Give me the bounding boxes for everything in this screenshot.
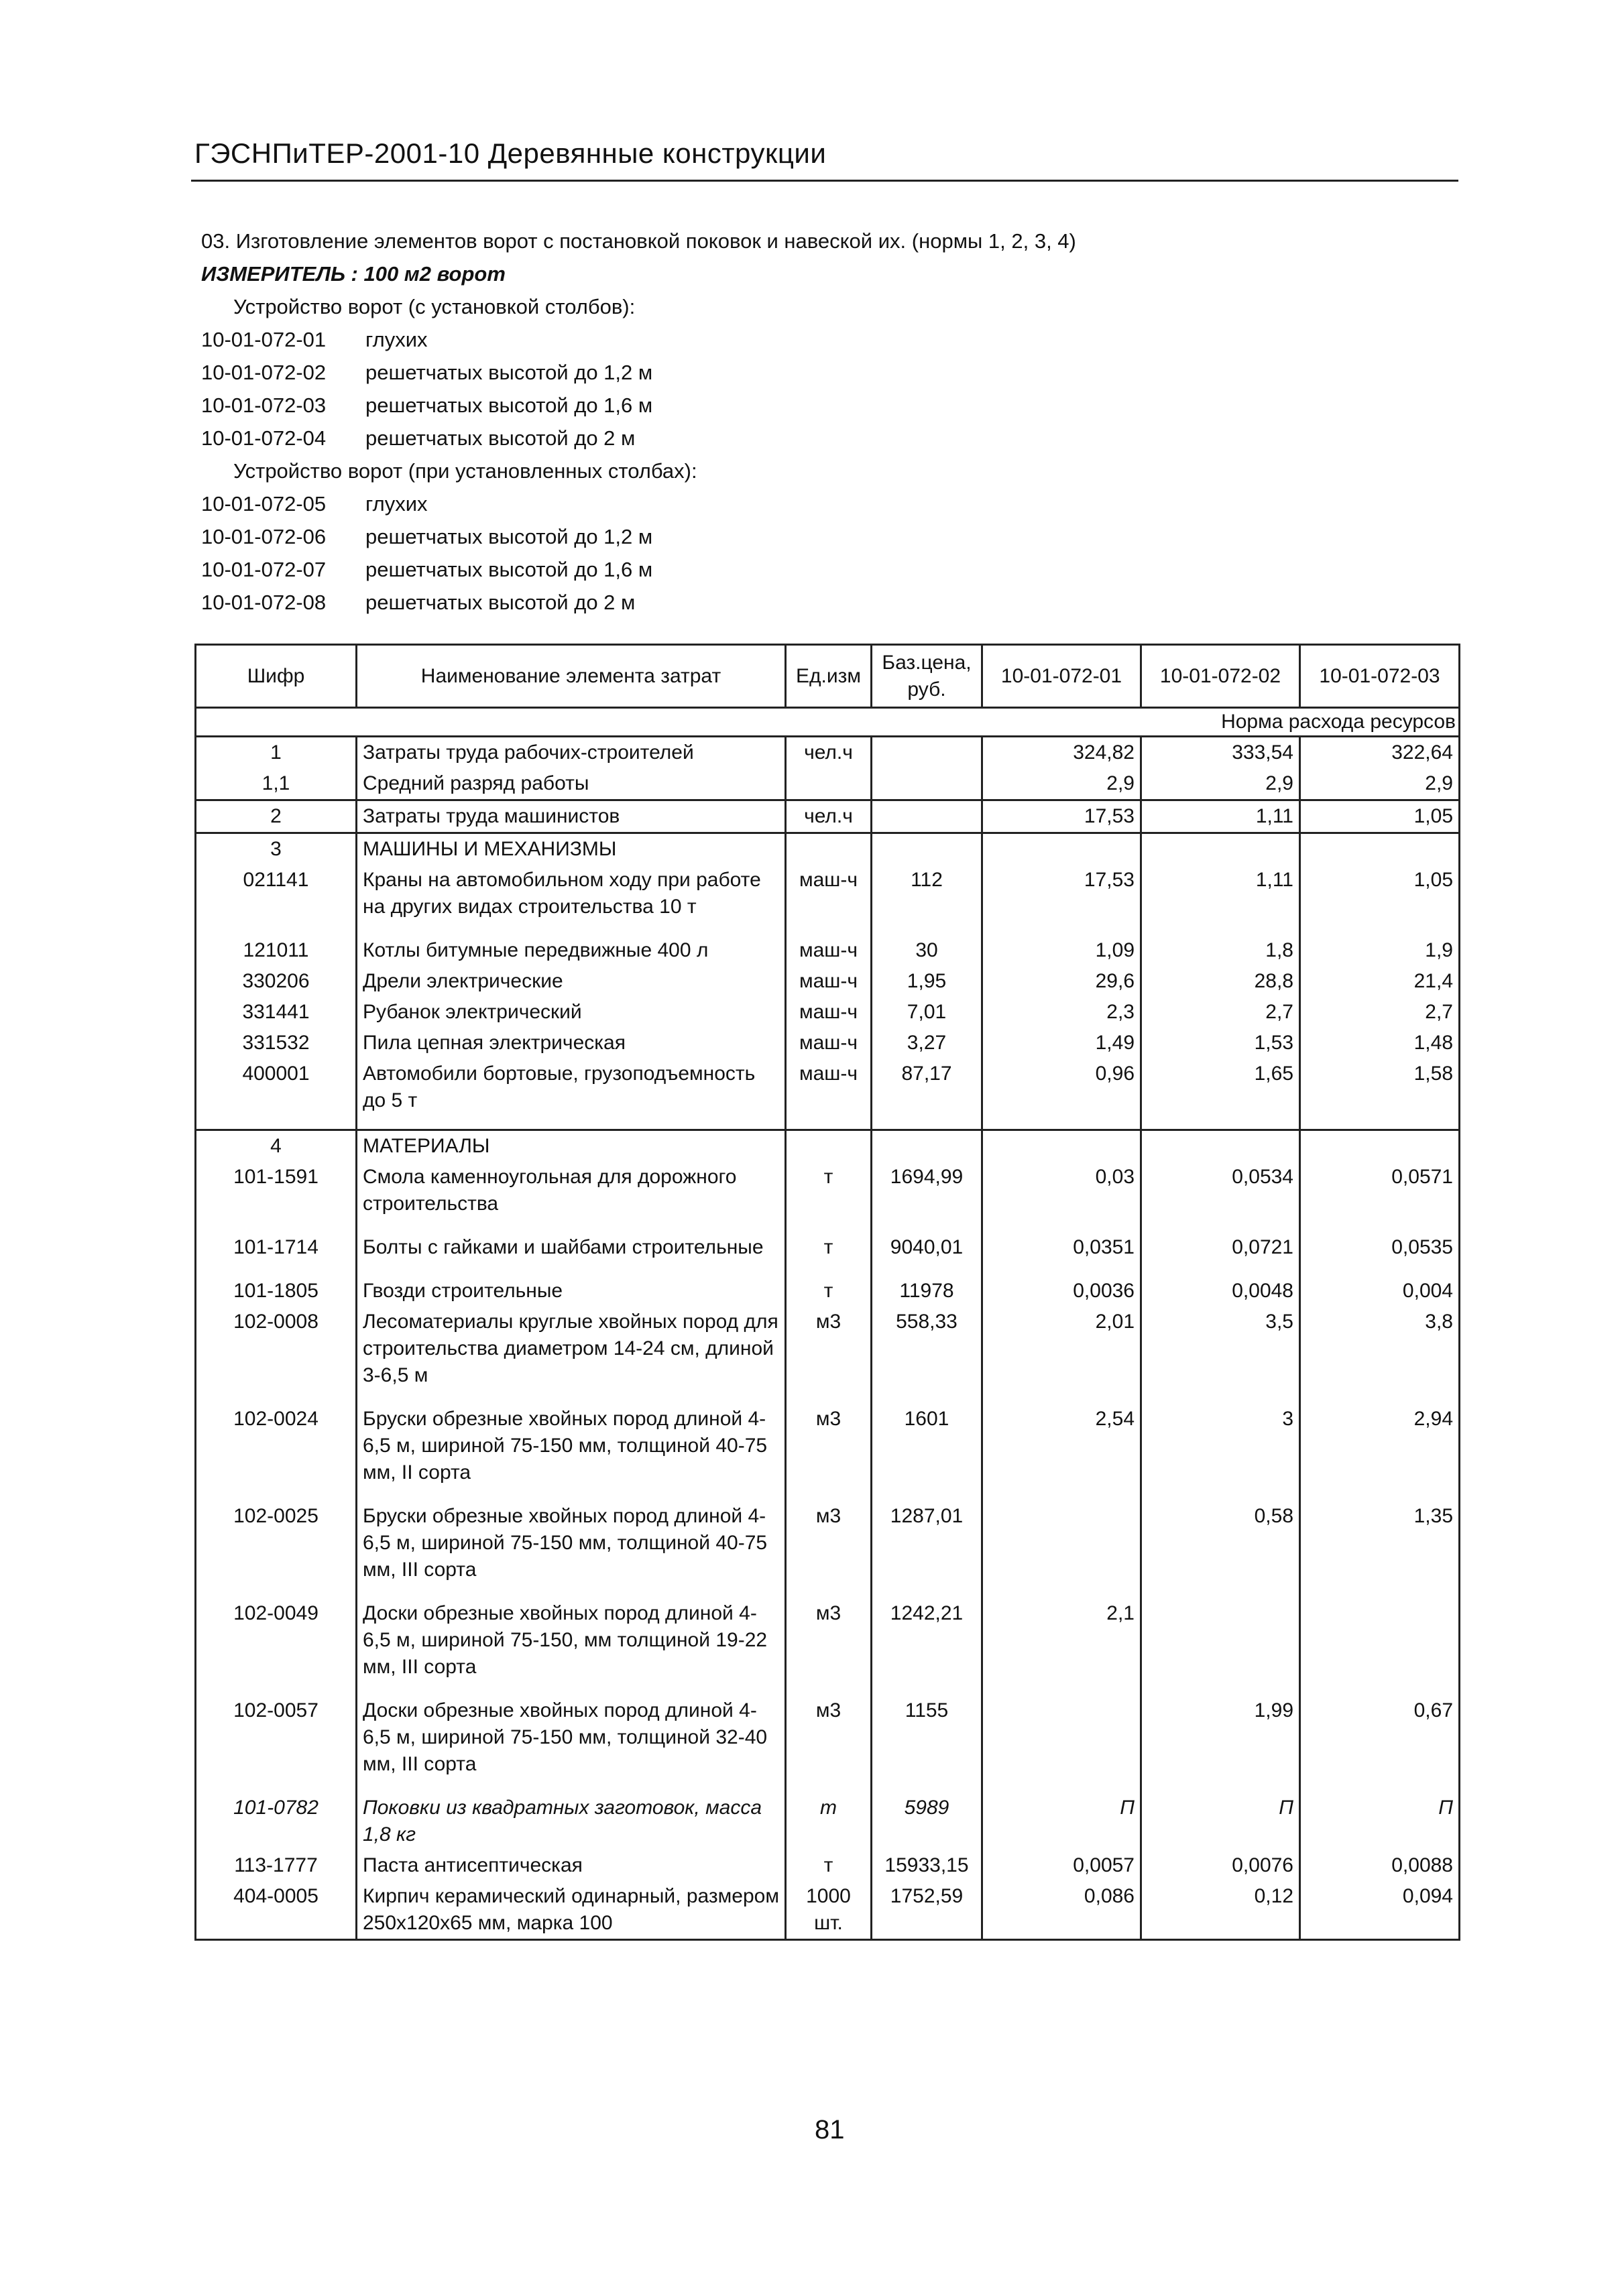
col-header-name: Наименование элемента затрат <box>357 645 786 708</box>
cell-norm-3: 2,94 <box>1300 1404 1460 1501</box>
cell-norm-2: 1,99 <box>1141 1695 1300 1793</box>
cell-norm-3: 1,35 <box>1300 1501 1460 1598</box>
norm-text: решетчатых высотой до 1,2 м <box>365 525 653 548</box>
cell-norm-1 <box>982 1501 1141 1598</box>
cell-norm-1: 29,6 <box>982 966 1141 997</box>
cell-unit: чел.ч <box>786 737 872 769</box>
cell-price <box>872 833 982 865</box>
cell-norm-2: 3,5 <box>1141 1307 1300 1404</box>
norm-text: решетчатых высотой до 1,2 м <box>365 361 653 384</box>
cell-norm-3: 3,8 <box>1300 1307 1460 1404</box>
cell-price: 15933,15 <box>872 1850 982 1881</box>
cell-norm-1: 1,49 <box>982 1028 1141 1059</box>
cell-name: Автомобили бортовые, грузоподъемность до 5 т <box>357 1059 786 1130</box>
col-header-norm-1: 10-01-072-01 <box>982 645 1141 708</box>
table-row <box>196 1793 1460 1850</box>
cell-norm-1: 0,0036 <box>982 1276 1141 1307</box>
cell-code: 021141 <box>196 865 357 935</box>
table-row <box>196 800 1460 833</box>
table-row <box>196 1162 1460 1232</box>
col-header-code: Шифр <box>196 645 357 708</box>
cell-norm-3: 0,0535 <box>1300 1232 1460 1276</box>
cell-unit: т <box>786 1850 872 1881</box>
table-row <box>196 1501 1460 1598</box>
table-row <box>196 865 1460 935</box>
cell-norm-3: 322,64 <box>1300 737 1460 769</box>
cell-code: 102-0049 <box>196 1598 357 1695</box>
table-row <box>196 1695 1460 1793</box>
section-intro <box>201 225 1448 619</box>
table-row <box>196 966 1460 997</box>
cell-norm-1 <box>982 1695 1141 1793</box>
cell-code: 102-0025 <box>196 1501 357 1598</box>
cell-norm-1: 324,82 <box>982 737 1141 769</box>
cell-code: 2 <box>196 800 357 833</box>
cell-code: 102-0008 <box>196 1307 357 1404</box>
cell-unit <box>786 833 872 865</box>
cell-norm-3: 0,004 <box>1300 1276 1460 1307</box>
cell-norm-3: 0,094 <box>1300 1881 1460 1940</box>
cell-code: 102-0024 <box>196 1404 357 1501</box>
norm-code: 10-01-072-07 <box>201 558 327 581</box>
norm-code: 10-01-072-05 <box>201 492 327 516</box>
norm-item <box>201 422 1448 455</box>
cell-price: 30 <box>872 935 982 966</box>
cell-norm-2: 1,11 <box>1141 800 1300 833</box>
cell-name: Паста антисептическая <box>357 1850 786 1881</box>
cell-unit: чел.ч <box>786 800 872 833</box>
cell-name: Бруски обрезные хвойных пород длиной 4-6,5 м, шириной 75-150 мм, толщиной 40-75 мм, II сорта <box>357 1404 786 1501</box>
table-row <box>196 1028 1460 1059</box>
cell-norm-3 <box>1300 1130 1460 1162</box>
cell-name: Доски обрезные хвойных пород длиной 4-6,5 м, шириной 75-150 мм, толщиной 32-40 мм, III сорта <box>357 1695 786 1793</box>
cell-unit: т <box>786 1793 872 1850</box>
group-heading-2: Устройство ворот (при установленных столбах): <box>233 459 697 483</box>
table-row <box>196 768 1460 800</box>
cell-norm-1: 17,53 <box>982 865 1141 935</box>
cell-name: Гвозди строительные <box>357 1276 786 1307</box>
cell-norm-1 <box>982 833 1141 865</box>
table-row <box>196 1850 1460 1881</box>
cell-norm-2: 333,54 <box>1141 737 1300 769</box>
cell-code: 331532 <box>196 1028 357 1059</box>
cell-price: 3,27 <box>872 1028 982 1059</box>
col-header-price: Баз.цена, руб. <box>872 645 982 708</box>
cell-name: Лесоматериалы круглые хвойных пород для строительства диаметром 14-24 см, длиной 3-6,5 м <box>357 1307 786 1404</box>
cell-unit: маш-ч <box>786 935 872 966</box>
cell-name: Средний разряд работы <box>357 768 786 800</box>
cell-norm-2: 0,0048 <box>1141 1276 1300 1307</box>
cell-norm-2: 2,9 <box>1141 768 1300 800</box>
cell-name: МАШИНЫ И МЕХАНИЗМЫ <box>357 833 786 865</box>
cell-norm-3: П <box>1300 1793 1460 1850</box>
cell-name: Дрели электрические <box>357 966 786 997</box>
table-row <box>196 1059 1460 1130</box>
norm-text: решетчатых высотой до 1,6 м <box>365 558 653 581</box>
cell-norm-1: 0,086 <box>982 1881 1141 1940</box>
cell-code: 102-0057 <box>196 1695 357 1793</box>
cell-unit: маш-ч <box>786 865 872 935</box>
cell-norm-3: 1,05 <box>1300 800 1460 833</box>
norm-text: глухих <box>365 492 428 516</box>
cell-code: 400001 <box>196 1059 357 1130</box>
cell-unit <box>786 1130 872 1162</box>
cell-price: 1601 <box>872 1404 982 1501</box>
cell-unit: м3 <box>786 1598 872 1695</box>
cell-norm-2: 0,0721 <box>1141 1232 1300 1276</box>
cell-norm-2: 1,53 <box>1141 1028 1300 1059</box>
cell-norm-2 <box>1141 833 1300 865</box>
cell-norm-3: 0,67 <box>1300 1695 1460 1793</box>
cell-norm-1: 2,01 <box>982 1307 1141 1404</box>
cell-name: Доски обрезные хвойных пород длиной 4-6,5 м, шириной 75-150, мм толщиной 19-22 мм, III сорта <box>357 1598 786 1695</box>
cell-unit: 1000 шт. <box>786 1881 872 1940</box>
cell-name: Рубанок электрический <box>357 997 786 1028</box>
cell-name: Бруски обрезные хвойных пород длиной 4-6,5 м, шириной 75-150 мм, толщиной 40-75 мм, III сорта <box>357 1501 786 1598</box>
norm-code: 10-01-072-08 <box>201 591 327 614</box>
table-row <box>196 833 1460 865</box>
cell-norm-1: 0,03 <box>982 1162 1141 1232</box>
cell-norm-1: 0,0351 <box>982 1232 1141 1276</box>
cell-price: 1694,99 <box>872 1162 982 1232</box>
cell-name: МАТЕРИАЛЫ <box>357 1130 786 1162</box>
norm-code: 10-01-072-01 <box>201 328 327 351</box>
norm-text: решетчатых высотой до 1,6 м <box>365 394 653 417</box>
cell-unit <box>786 768 872 800</box>
cell-unit: м3 <box>786 1307 872 1404</box>
norm-item <box>201 553 1448 586</box>
col-header-norm-2: 10-01-072-02 <box>1141 645 1300 708</box>
cell-name: Краны на автомобильном ходу при работе на других видах строительства 10 т <box>357 865 786 935</box>
table-row <box>196 935 1460 966</box>
cell-price: 1155 <box>872 1695 982 1793</box>
cell-norm-3: 1,48 <box>1300 1028 1460 1059</box>
cell-name: Смола каменноугольная для дорожного строительства <box>357 1162 786 1232</box>
cell-unit: маш-ч <box>786 1028 872 1059</box>
norm-code: 10-01-072-04 <box>201 426 327 450</box>
cell-code: 101-1805 <box>196 1276 357 1307</box>
cell-unit: маш-ч <box>786 997 872 1028</box>
table-row <box>196 1881 1460 1940</box>
cell-code: 101-0782 <box>196 1793 357 1850</box>
norm-item <box>201 520 1448 553</box>
norm-item <box>201 586 1448 619</box>
section-measure: ИЗМЕРИТЕЛЬ : 100 м2 ворот <box>201 262 506 286</box>
cell-unit: м3 <box>786 1501 872 1598</box>
norma-label: Норма расхода ресурсов <box>196 708 1460 737</box>
cell-norm-2: П <box>1141 1793 1300 1850</box>
table-row <box>196 1232 1460 1276</box>
cell-price: 1287,01 <box>872 1501 982 1598</box>
cell-norm-2: 0,0534 <box>1141 1162 1300 1232</box>
header-rule <box>191 180 1458 182</box>
cell-unit: м3 <box>786 1695 872 1793</box>
cell-norm-2: 1,65 <box>1141 1059 1300 1130</box>
cell-norm-1: 2,3 <box>982 997 1141 1028</box>
cell-unit: м3 <box>786 1404 872 1501</box>
cell-unit: т <box>786 1276 872 1307</box>
cell-name: Котлы битумные передвижные 400 л <box>357 935 786 966</box>
cell-price: 7,01 <box>872 997 982 1028</box>
table-row <box>196 1307 1460 1404</box>
norm-item <box>201 356 1448 389</box>
cell-norm-2: 3 <box>1141 1404 1300 1501</box>
cell-norm-3 <box>1300 833 1460 865</box>
cell-code: 1,1 <box>196 768 357 800</box>
cell-price <box>872 737 982 769</box>
cell-name: Поковки из квадратных заготовок, масса 1,8 кг <box>357 1793 786 1850</box>
table-row <box>196 1130 1460 1162</box>
cell-name: Болты с гайками и шайбами строительные <box>357 1232 786 1276</box>
cell-norm-3: 21,4 <box>1300 966 1460 997</box>
table-row <box>196 1598 1460 1695</box>
cell-norm-1: 2,54 <box>982 1404 1141 1501</box>
cell-price: 5989 <box>872 1793 982 1850</box>
cell-price: 112 <box>872 865 982 935</box>
cell-norm-1: П <box>982 1793 1141 1850</box>
cell-code: 1 <box>196 737 357 769</box>
cell-code: 3 <box>196 833 357 865</box>
cell-norm-2: 2,7 <box>1141 997 1300 1028</box>
cell-norm-1: 1,09 <box>982 935 1141 966</box>
cell-price: 9040,01 <box>872 1232 982 1276</box>
cell-norm-2: 28,8 <box>1141 966 1300 997</box>
cell-norm-3 <box>1300 1598 1460 1695</box>
cell-norm-1: 0,0057 <box>982 1850 1141 1881</box>
table-row <box>196 737 1460 769</box>
table-row <box>196 1276 1460 1307</box>
cell-norm-3: 1,58 <box>1300 1059 1460 1130</box>
cell-unit: маш-ч <box>786 1059 872 1130</box>
cell-norm-2: 1,11 <box>1141 865 1300 935</box>
cell-unit: маш-ч <box>786 966 872 997</box>
cell-norm-1: 2,9 <box>982 768 1141 800</box>
resource-table <box>194 644 1460 1941</box>
col-header-unit: Ед.изм <box>786 645 872 708</box>
cell-price: 558,33 <box>872 1307 982 1404</box>
section-title: 03. Изготовление элементов ворот с постановкой поковок и навеской их. (нормы 1, 2, 3, 4) <box>201 229 1076 253</box>
table-header-row <box>196 645 1460 708</box>
cell-norm-3: 1,05 <box>1300 865 1460 935</box>
cell-price: 87,17 <box>872 1059 982 1130</box>
cell-price <box>872 1130 982 1162</box>
cell-norm-1 <box>982 1130 1141 1162</box>
page-number: 81 <box>815 2115 845 2144</box>
cell-price: 1242,21 <box>872 1598 982 1695</box>
col-header-norm-3: 10-01-072-03 <box>1300 645 1460 708</box>
group-heading-1: Устройство ворот (с установкой столбов): <box>233 295 636 318</box>
cell-norm-3: 0,0088 <box>1300 1850 1460 1881</box>
cell-name: Затраты труда машинистов <box>357 800 786 833</box>
cell-norm-3: 1,9 <box>1300 935 1460 966</box>
cell-norm-2 <box>1141 1598 1300 1695</box>
table-row <box>196 1404 1460 1501</box>
cell-norm-2: 0,12 <box>1141 1881 1300 1940</box>
table-row <box>196 997 1460 1028</box>
cell-price: 1,95 <box>872 966 982 997</box>
cell-norm-2: 0,0076 <box>1141 1850 1300 1881</box>
norma-row <box>196 708 1460 737</box>
norm-code: 10-01-072-03 <box>201 394 327 417</box>
cell-code: 331441 <box>196 997 357 1028</box>
cell-code: 113-1777 <box>196 1850 357 1881</box>
cell-code: 404-0005 <box>196 1881 357 1940</box>
norm-text: решетчатых высотой до 2 м <box>365 426 636 450</box>
cell-norm-2: 0,58 <box>1141 1501 1300 1598</box>
cell-code: 101-1591 <box>196 1162 357 1232</box>
cell-name: Пила цепная электрическая <box>357 1028 786 1059</box>
cell-price: 11978 <box>872 1276 982 1307</box>
cell-unit: т <box>786 1232 872 1276</box>
cell-norm-2 <box>1141 1130 1300 1162</box>
cell-code: 101-1714 <box>196 1232 357 1276</box>
cell-norm-2: 1,8 <box>1141 935 1300 966</box>
norm-text: решетчатых высотой до 2 м <box>365 591 636 614</box>
cell-price: 1752,59 <box>872 1881 982 1940</box>
cell-price <box>872 800 982 833</box>
cell-norm-3: 2,7 <box>1300 997 1460 1028</box>
cell-name: Кирпич керамический одинарный, размером 250х120х65 мм, марка 100 <box>357 1881 786 1940</box>
cell-name: Затраты труда рабочих-строителей <box>357 737 786 769</box>
cell-norm-3: 2,9 <box>1300 768 1460 800</box>
cell-unit: т <box>786 1162 872 1232</box>
cell-norm-3: 0,0571 <box>1300 1162 1460 1232</box>
cell-price <box>872 768 982 800</box>
cell-norm-1: 2,1 <box>982 1598 1141 1695</box>
norm-item <box>201 487 1448 520</box>
norm-item <box>201 389 1448 422</box>
cell-code: 330206 <box>196 966 357 997</box>
norm-code: 10-01-072-02 <box>201 361 327 384</box>
cell-code: 121011 <box>196 935 357 966</box>
cell-norm-1: 17,53 <box>982 800 1141 833</box>
norm-code: 10-01-072-06 <box>201 525 327 548</box>
cell-code: 4 <box>196 1130 357 1162</box>
cell-norm-1: 0,96 <box>982 1059 1141 1130</box>
norm-item <box>201 323 1448 356</box>
norm-text: глухих <box>365 328 428 351</box>
page-header-title: ГЭСНПиТЕР-2001-10 Деревянные конструкции <box>194 137 827 169</box>
